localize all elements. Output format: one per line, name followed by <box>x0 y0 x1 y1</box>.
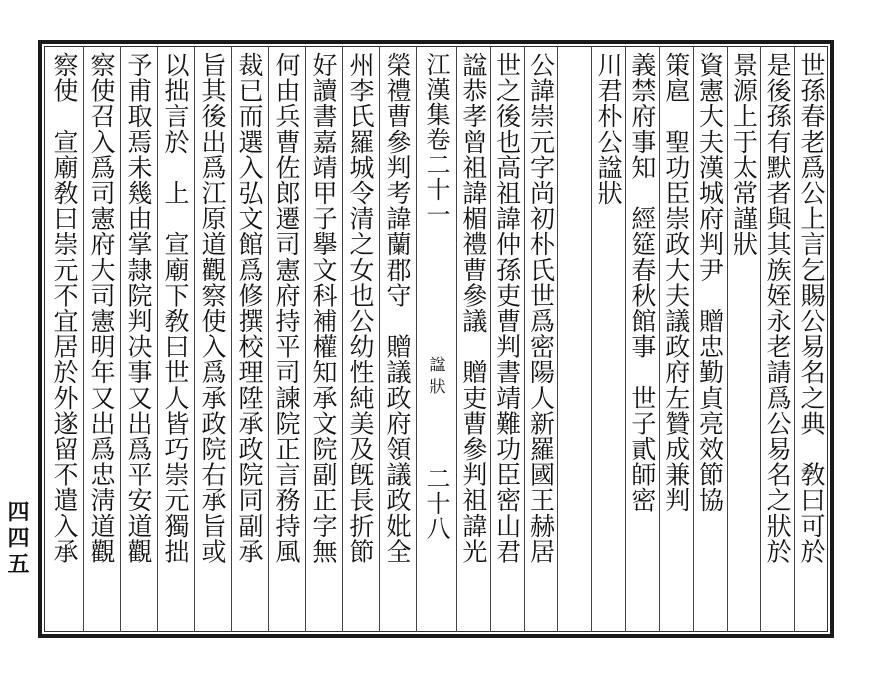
text-column: 義禁府事知 經筵春秋館事 世子貳師密 <box>627 52 657 513</box>
column-divider <box>305 46 306 632</box>
column-divider <box>557 46 558 632</box>
column-divider <box>490 46 491 632</box>
column-divider <box>194 46 195 632</box>
column-divider <box>591 46 592 632</box>
column-divider <box>83 46 84 632</box>
column-divider <box>342 46 343 632</box>
text-column: 旨其後出爲江原道觀察使入爲承政院右承旨或 <box>198 52 227 564</box>
section-label: 諡狀 <box>427 356 446 400</box>
book-title: 江漢集卷二十一 <box>422 52 450 227</box>
text-column: 榮禮曹參判考諱蘭郡守 贈議政府領議政妣全 <box>383 52 412 564</box>
text-column: 裁已而選入弘文館爲修撰校理陞承政院同副承 <box>235 52 264 564</box>
section-heading: 川君朴公諡狀 <box>594 52 624 206</box>
column-divider <box>794 46 795 632</box>
text-column: 是後孫有默者與其族姪永老請爲公易名之狀於 <box>763 52 793 564</box>
text-column: 景源上于太常謹狀 <box>729 52 759 257</box>
text-column: 以拙言於 上 宣廟下敎曰世人皆巧崇元獨拙 <box>161 52 190 564</box>
page-number: 四四五 <box>4 500 30 578</box>
column-divider <box>693 46 694 632</box>
column-divider <box>659 46 660 632</box>
text-column: 察使召入爲司憲府大司憲明年又出爲忠淸道觀 <box>87 52 116 564</box>
column-divider <box>157 46 158 632</box>
text-column: 策扈 聖功臣崇政大夫議政府左贊成兼判 <box>661 52 691 513</box>
text-column: 資憲大夫漢城府判尹 贈忠勤貞亮效節協 <box>695 52 725 513</box>
text-column: 公諱崇元字尚初朴氏世爲密陽人新羅國王赫居 <box>526 52 556 564</box>
column-divider <box>268 46 269 632</box>
column-divider <box>760 46 761 632</box>
column-divider <box>727 46 728 632</box>
column-divider <box>524 46 525 632</box>
text-column: 予甫取焉未幾由掌隷院判决事又出爲平安道觀 <box>124 52 153 564</box>
column-divider <box>625 46 626 632</box>
text-column: 何由兵曹佐郎遷司憲府持平司諫院正言務持風 <box>272 52 301 564</box>
column-divider <box>379 46 380 632</box>
text-column: 好讀書嘉靖甲子擧文科補權知承文院副正字無 <box>309 52 338 564</box>
folio-number: 二十八 <box>422 466 450 541</box>
text-column: 世之後也高祖諱仲孫吏曹判書靖難功臣密山君 <box>492 52 522 564</box>
text-column: 世孫春老爲公上言乞賜公易名之典 敎曰可於 <box>796 52 826 564</box>
column-divider <box>120 46 121 632</box>
text-column: 州李氏羅城令清之女也公幼性純美及旣長折節 <box>346 52 375 564</box>
text-column: 察使 宣廟敎曰崇元不宜居於外遂留不遣入承 <box>50 52 79 564</box>
text-column: 諡恭孝曾祖諱楣禮曹參議 贈吏曹參判祖諱光 <box>458 52 488 564</box>
center-fold <box>416 46 456 632</box>
column-divider <box>231 46 232 632</box>
